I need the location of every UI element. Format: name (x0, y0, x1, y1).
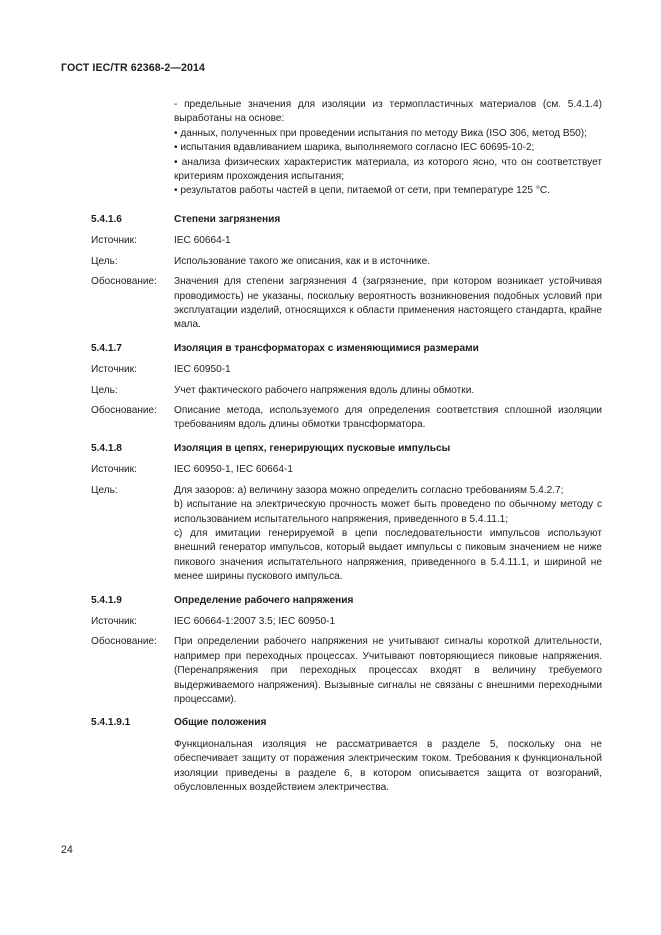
section-number: 5.4.1.9 (91, 594, 122, 606)
rationale-value: При определении рабочего напряжения не учитывают сигналы короткой длительности, например при переходных процессах. Учитывают повторяющиеся пиковые напряжения. (Перенапряжения при переходных процессах входят в величину требуемого выдерживаемого напряжения). Вызывные сигналы не связаны с внешними переходными процессами). (174, 636, 602, 705)
sections-container (91, 213, 602, 801)
source-value: IEC 60664-1:2007 3.5; IEC 60950-1 (174, 615, 336, 627)
source-label: Источник: (91, 464, 137, 476)
rationale-value: Описание метода, используемого для определения соответствия сплошной изоляции требованиям вдоль длины обмотки трансформатора. (174, 405, 602, 431)
rationale-label: Обоснование: (91, 276, 157, 288)
section-number: 5.4.1.6 (91, 214, 122, 225)
goal-row (91, 384, 602, 398)
goal-row (91, 255, 602, 269)
goal-label: Цель: (91, 484, 118, 496)
section-heading-5-4-1-6 (91, 213, 602, 227)
source-row (91, 234, 602, 248)
intro-bullet: • анализа физических характеристик материала, из которого ясно, что он соответствует критериям прохождения испытания; (174, 156, 602, 183)
goal-value (174, 484, 602, 585)
rationale-label: Обоснование: (91, 636, 157, 648)
goal-label: Цель: (91, 255, 118, 267)
goal-row (91, 484, 602, 585)
goal-label: Цель: (91, 384, 118, 396)
source-value: IEC 60664-1 (174, 235, 231, 247)
section-title: Изоляция в трансформаторах с изменяющимися размерами (174, 342, 479, 354)
goal-value: Использование такого же описания, как и в источнике. (174, 255, 430, 267)
section-title: Изоляция в цепях, генерирующих пусковые импульсы (174, 442, 451, 454)
page-number: 24 (61, 844, 73, 856)
rationale-row (91, 275, 602, 333)
section-title: Определение рабочего напряжения (174, 594, 354, 606)
goal-value: Учет фактического рабочего напряжения вдоль длины обмотки. (174, 384, 475, 396)
source-value: IEC 60950-1, IEC 60664-1 (174, 464, 293, 476)
rationale-row (91, 635, 602, 707)
source-row (91, 363, 602, 377)
source-row (91, 463, 602, 477)
source-label: Источник: (91, 364, 137, 376)
goal-line-c: c) для имитации генерируемой в цепи последовательности импульсов используют внешний генератор импульсов, который выдает импульсы с пиковым значением не ниже пикового значения испытательного напряжения, приведенного в 5.4.11.1, и шириной не менее ширины пускового импульса. (174, 527, 602, 583)
source-label: Источник: (91, 235, 137, 247)
source-value: IEC 60950-1 (174, 364, 231, 376)
intro-block (174, 98, 602, 199)
source-row (91, 615, 602, 629)
source-label: Источник: (91, 615, 137, 627)
body-row (91, 738, 602, 796)
section-heading-5-4-1-9 (91, 594, 602, 608)
rationale-label: Обоснование: (91, 405, 157, 417)
section-number: 5.4.1.7 (91, 342, 122, 354)
section-heading-5-4-1-7 (91, 342, 602, 356)
rationale-value: Значения для степени загрязнения 4 (загрязнение, при котором возникает устойчивая проводимость) не указаны, поскольку вероятность возникновения подобных условий при эксплуатации изделий, относящихся к области применения настоящего стандарта, крайне мала. (174, 276, 602, 331)
intro-bullet: • испытания вдавливанием шарика, выполняемого согласно IEC 60695-10-2; (174, 142, 535, 154)
section-title: Общие положения (174, 717, 267, 729)
intro-bullet: • результатов работы частей в цепи, питаемой от сети, при температуре 125 °C. (174, 185, 550, 197)
rationale-row (91, 404, 602, 433)
section-heading-5-4-1-9-1 (91, 716, 602, 730)
section-number: 5.4.1.8 (91, 442, 122, 454)
intro-paragraph: - предельные значения для изоляции из термопластичных материалов (см. 5.4.1.4) выработаны на основе: (174, 99, 602, 125)
goal-line-b: b) испытание на электрическую прочность может быть проведено по обычному методу с использованием испытательного напряжения, приведенного в 5.4.11.1; (174, 499, 602, 525)
section-heading-5-4-1-8 (91, 442, 602, 456)
section-title: Степени загрязнения (174, 214, 281, 225)
goal-line-a: Для зазоров: a) величину зазора можно определить согласно требованиям 5.4.2.7; (174, 484, 564, 496)
document-header: ГОСТ IEC/TR 62368-2—2014 (61, 62, 206, 74)
intro-bullet: • данных, полученных при проведении испытания по методу Вика (ISO 306, метод B50); (174, 127, 587, 139)
section-number: 5.4.1.9.1 (91, 717, 131, 729)
section-body-text: Функциональная изоляция не рассматривается в разделе 5, поскольку она не обеспечивает защиту от поражения электрическим током. Требования к функциональной изоляции приведены в разделе 6, в котором описывается защита от возгораний, обусловленных воздействием электричества. (174, 738, 602, 793)
